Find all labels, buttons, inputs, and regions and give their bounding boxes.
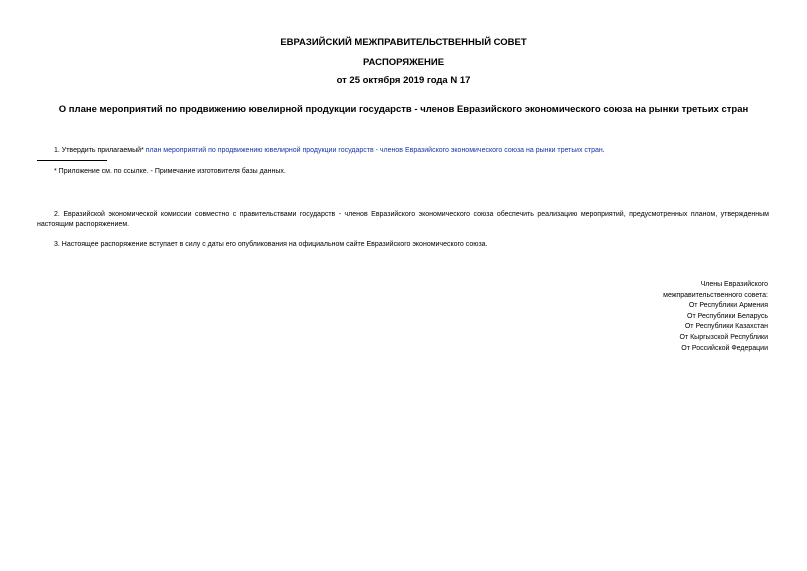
signature-line-1: Члены Евразийского [700,281,768,288]
paragraph-3: 3. Настоящее распоряжение вступает в силу с даты его опубликования на официальном сайте Евразийского экономического союза. [54,241,488,248]
document-type: РАСПОРЯЖЕНИЕ [362,57,445,68]
signature-block [663,280,768,354]
footnote: * Приложение см. по ссылке. - Примечание изготовителя базы данных. [54,168,286,175]
signature-country: От Кыргызской Республики [679,333,768,341]
signature-country: От Республики Армения [688,302,768,310]
signature-country: От Российской Федерации [681,344,768,352]
plan-link[interactable]: план мероприятий по продвижению ювелирной продукции государств - членов Евразийского экономического союза на рынки третьих стран [145,147,603,154]
council-title: ЕВРАЗИЙСКИЙ МЕЖПРАВИТЕЛЬСТВЕННЫЙ СОВЕТ [280,37,527,48]
document-subject: О плане мероприятий по продвижению ювелирной продукции государств - членов Евразийского экономического союза на рынки третьих стран [58,104,749,115]
signature-line-2: межправительственного совета: [663,291,768,299]
footnote-divider [37,160,107,161]
signature-country: От Республики Казахстан [684,323,768,331]
paragraph-1 [54,146,774,156]
paragraph-2: 2. Евразийской экономической комиссии совместно с правительствами государств - членов Евразийского экономического союза обеспечить реализацию мероприятий, предусмотренных планом, утвержденным настоящим распоряжением. [37,211,769,228]
document-date-number: от 25 октября 2019 года N 17 [336,75,471,86]
paragraph-1-suffix: . [602,147,605,154]
paragraph-1-prefix: 1. Утвердить прилагаемый* [54,147,146,154]
signature-country: От Республики Беларусь [687,312,768,320]
